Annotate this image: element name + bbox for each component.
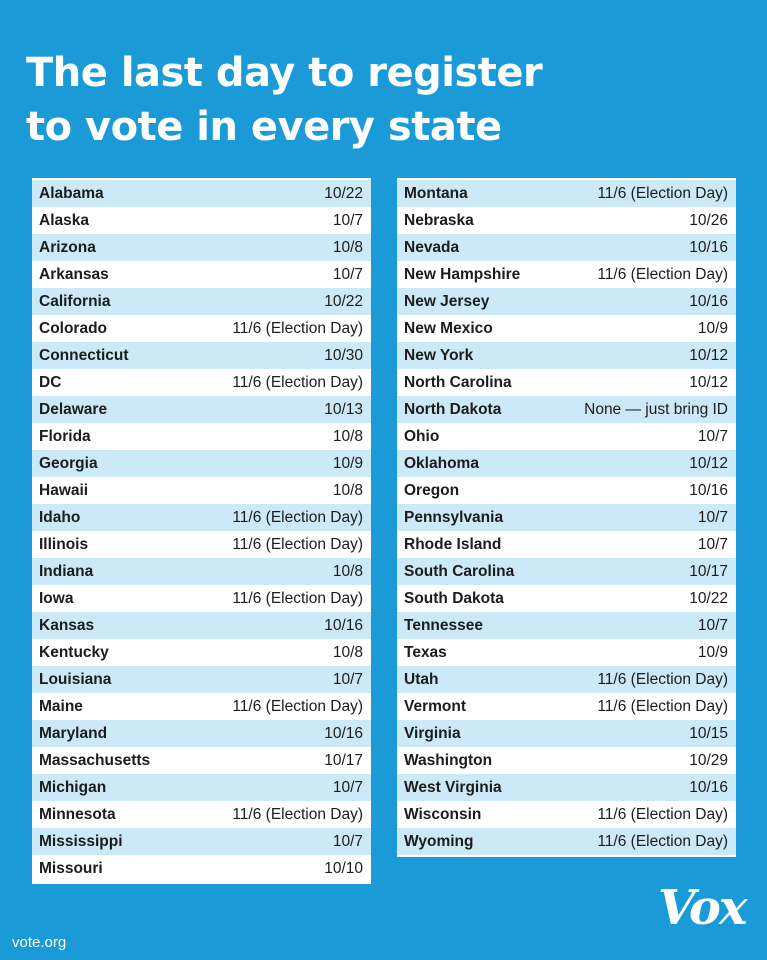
table-row xyxy=(397,450,736,477)
table-row xyxy=(32,585,371,612)
title-line-1: The last day to register xyxy=(26,50,543,96)
table-row xyxy=(397,234,736,261)
registration-deadline: 11/6 (Election Day) xyxy=(597,832,728,850)
state-name: Maryland xyxy=(39,724,108,742)
state-name: Washington xyxy=(404,751,493,769)
state-name: Colorado xyxy=(39,319,108,337)
page-title xyxy=(26,46,746,154)
table-row xyxy=(397,369,736,396)
state-name: Texas xyxy=(404,643,447,661)
state-name: Arkansas xyxy=(39,265,109,283)
registration-deadline: 10/9 xyxy=(332,454,363,472)
table-row xyxy=(32,423,371,450)
table-row xyxy=(397,801,736,828)
registration-deadline: 10/7 xyxy=(697,616,728,634)
state-name: New Jersey xyxy=(404,292,490,310)
state-name: New Hampshire xyxy=(404,265,521,283)
state-name: Alaska xyxy=(39,211,89,229)
state-name: Connecticut xyxy=(39,346,129,364)
state-name: Idaho xyxy=(39,508,81,526)
table-row xyxy=(32,315,371,342)
registration-deadline: 10/30 xyxy=(324,346,363,364)
registration-deadline: 10/16 xyxy=(324,724,363,742)
table-row xyxy=(32,558,371,585)
state-name: DC xyxy=(39,373,62,391)
state-name: Hawaii xyxy=(39,481,89,499)
table-row xyxy=(32,855,371,882)
left-state-table xyxy=(32,178,371,884)
table-row xyxy=(397,504,736,531)
state-name: Georgia xyxy=(39,454,98,472)
state-name: Ohio xyxy=(404,427,440,445)
table-row xyxy=(32,666,371,693)
registration-deadline: 10/12 xyxy=(689,373,728,391)
registration-deadline: 11/6 (Election Day) xyxy=(597,265,728,283)
registration-deadline: 10/12 xyxy=(689,454,728,472)
state-name: North Dakota xyxy=(404,400,502,418)
registration-deadline: 11/6 (Election Day) xyxy=(232,805,363,823)
state-name: Kentucky xyxy=(39,643,109,661)
table-row xyxy=(397,774,736,801)
state-name: Massachusetts xyxy=(39,751,151,769)
table-row xyxy=(32,801,371,828)
table-row xyxy=(32,396,371,423)
table-row xyxy=(32,477,371,504)
table-row xyxy=(397,207,736,234)
registration-deadline: 10/8 xyxy=(332,427,363,445)
registration-deadline: 10/22 xyxy=(324,292,363,310)
registration-deadline: 10/10 xyxy=(324,859,363,877)
table-row xyxy=(397,180,736,207)
registration-deadline: 11/6 (Election Day) xyxy=(597,670,728,688)
state-name: Nebraska xyxy=(404,211,474,229)
state-name: Wyoming xyxy=(404,832,474,850)
table-row xyxy=(32,207,371,234)
state-name: New Mexico xyxy=(404,319,493,337)
state-name: Pennsylvania xyxy=(404,508,504,526)
state-name: Utah xyxy=(404,670,439,688)
table-row xyxy=(397,288,736,315)
registration-deadline: 11/6 (Election Day) xyxy=(232,319,363,337)
registration-deadline: 11/6 (Election Day) xyxy=(232,373,363,391)
table-row xyxy=(397,315,736,342)
state-name: Wisconsin xyxy=(404,805,482,823)
registration-deadline: 10/22 xyxy=(324,184,363,202)
registration-deadline: 10/17 xyxy=(689,562,728,580)
state-name: South Dakota xyxy=(404,589,504,607)
registration-deadline: 10/16 xyxy=(689,481,728,499)
table-row xyxy=(32,261,371,288)
state-name: Nevada xyxy=(404,238,460,256)
table-row xyxy=(32,720,371,747)
state-name: Delaware xyxy=(39,400,108,418)
table-row xyxy=(32,450,371,477)
registration-deadline: 10/7 xyxy=(332,670,363,688)
registration-deadline: 11/6 (Election Day) xyxy=(232,535,363,553)
registration-deadline: 10/9 xyxy=(697,643,728,661)
state-name: Vermont xyxy=(404,697,467,715)
registration-deadline: 10/8 xyxy=(332,562,363,580)
registration-deadline: 10/7 xyxy=(697,508,728,526)
state-name: Alabama xyxy=(39,184,104,202)
table-row xyxy=(32,288,371,315)
table-row xyxy=(397,747,736,774)
registration-deadline: 10/12 xyxy=(689,346,728,364)
table-row xyxy=(397,612,736,639)
table-row xyxy=(32,828,371,855)
table-row xyxy=(32,747,371,774)
state-name: Missouri xyxy=(39,859,103,877)
state-name: South Carolina xyxy=(404,562,515,580)
table-row xyxy=(32,774,371,801)
state-name: Illinois xyxy=(39,535,89,553)
table-row xyxy=(32,693,371,720)
state-name: Kansas xyxy=(39,616,95,634)
state-name: Rhode Island xyxy=(404,535,502,553)
state-name: Virginia xyxy=(404,724,461,742)
state-name: Louisiana xyxy=(39,670,112,688)
registration-deadline: 10/8 xyxy=(332,643,363,661)
source-credit: vote.org xyxy=(12,934,67,951)
registration-deadline: 10/7 xyxy=(697,427,728,445)
registration-deadline: 10/7 xyxy=(697,535,728,553)
table-row xyxy=(32,504,371,531)
state-name: Mississippi xyxy=(39,832,123,850)
registration-deadline: 10/7 xyxy=(332,778,363,796)
registration-deadline: 11/6 (Election Day) xyxy=(232,697,363,715)
table-row xyxy=(32,180,371,207)
table-row xyxy=(32,234,371,261)
table-row xyxy=(397,666,736,693)
table-row xyxy=(32,531,371,558)
registration-deadline: 10/7 xyxy=(332,832,363,850)
table-row xyxy=(32,639,371,666)
registration-deadline: 10/13 xyxy=(324,400,363,418)
state-name: Indiana xyxy=(39,562,94,580)
registration-deadline: 10/7 xyxy=(332,265,363,283)
table-row xyxy=(397,531,736,558)
registration-deadline: 11/6 (Election Day) xyxy=(232,589,363,607)
registration-deadline: 10/9 xyxy=(697,319,728,337)
registration-deadline: 10/16 xyxy=(689,292,728,310)
registration-deadline: 10/22 xyxy=(689,589,728,607)
registration-deadline: 10/8 xyxy=(332,481,363,499)
state-name: West Virginia xyxy=(404,778,502,796)
registration-deadline: 10/7 xyxy=(332,211,363,229)
state-name: Michigan xyxy=(39,778,107,796)
registration-deadline: 11/6 (Election Day) xyxy=(597,184,728,202)
registration-deadline: 10/15 xyxy=(689,724,728,742)
state-name: Oklahoma xyxy=(404,454,479,472)
table-row xyxy=(397,828,736,855)
table-row xyxy=(397,396,736,423)
state-name: New York xyxy=(404,346,474,364)
vox-logo: Vox xyxy=(658,880,746,936)
table-row xyxy=(397,558,736,585)
table-row xyxy=(32,342,371,369)
table-row xyxy=(397,261,736,288)
state-name: Maine xyxy=(39,697,83,715)
table-row xyxy=(397,342,736,369)
title-line-2: to vote in every state xyxy=(26,104,502,150)
state-name: Florida xyxy=(39,427,91,445)
table-row xyxy=(397,423,736,450)
table-row xyxy=(397,693,736,720)
registration-deadline: 10/17 xyxy=(324,751,363,769)
state-name: California xyxy=(39,292,111,310)
state-name: Minnesota xyxy=(39,805,116,823)
table-row xyxy=(397,720,736,747)
registration-deadline: 10/16 xyxy=(689,778,728,796)
table-row xyxy=(397,477,736,504)
state-name: Oregon xyxy=(404,481,460,499)
right-state-table xyxy=(397,178,736,857)
state-name: Montana xyxy=(404,184,468,202)
registration-deadline: 11/6 (Election Day) xyxy=(597,697,728,715)
state-name: North Carolina xyxy=(404,373,512,391)
state-name: Tennessee xyxy=(404,616,483,634)
registration-deadline: None — just bring ID xyxy=(584,400,728,418)
state-name: Arizona xyxy=(39,238,96,256)
table-row xyxy=(32,369,371,396)
registration-deadline: 10/29 xyxy=(689,751,728,769)
registration-deadline: 11/6 (Election Day) xyxy=(597,805,728,823)
registration-deadline: 11/6 (Election Day) xyxy=(232,508,363,526)
table-row xyxy=(397,639,736,666)
registration-deadline: 10/8 xyxy=(332,238,363,256)
registration-deadline: 10/16 xyxy=(324,616,363,634)
registration-deadline: 10/26 xyxy=(689,211,728,229)
registration-deadline: 10/16 xyxy=(689,238,728,256)
state-name: Iowa xyxy=(39,589,74,607)
table-row xyxy=(397,585,736,612)
table-row xyxy=(32,612,371,639)
